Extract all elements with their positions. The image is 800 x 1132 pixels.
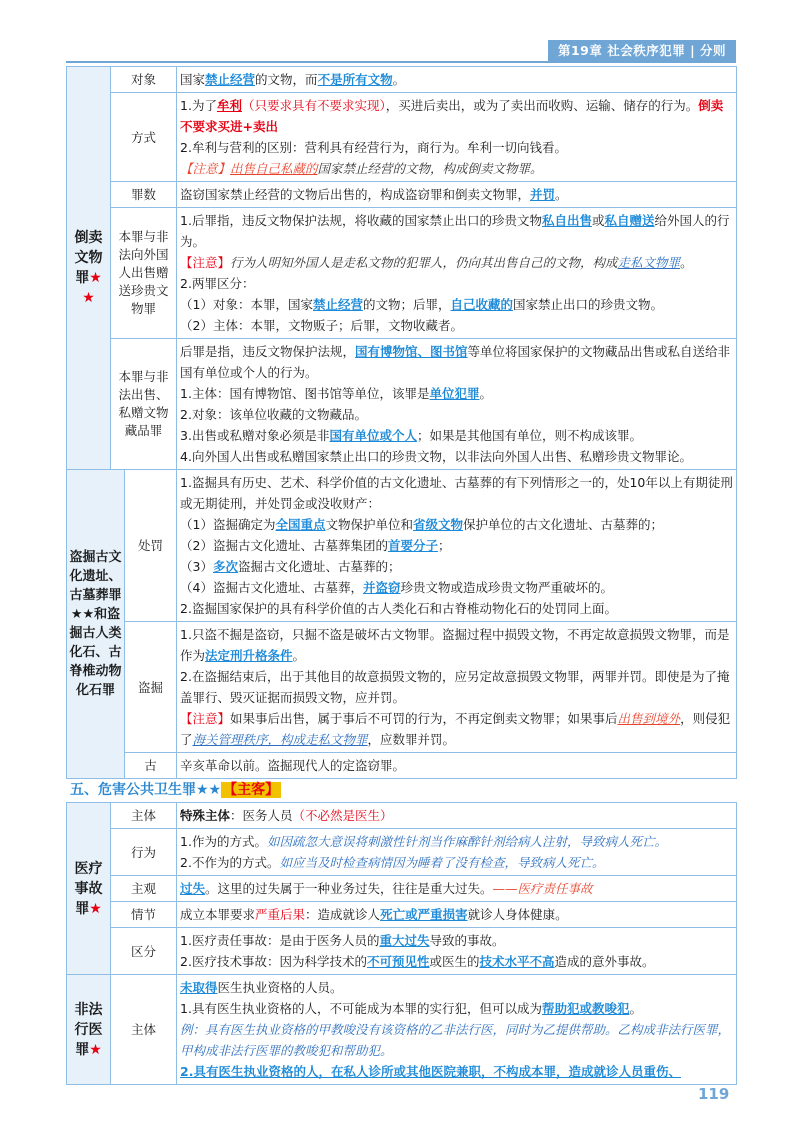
row-count: [67, 182, 737, 208]
method-content: 1.为了牟利（只要求具有不要求实现），买进后卖出，或为了卖出而收购、运输、储存的行为。倒卖不要求买进+卖出 2.牟利与营利的区别：营利具有经营行为，商行为。牟利一切向钱看。 【注意】出售自己私藏的国家禁止经营的文物，构成倒卖文物罪。: [177, 93, 737, 182]
label-unit-sale: 本罪与非法出售、私赠文物藏品罪: [111, 339, 177, 470]
row-illegal-practice: [67, 975, 737, 1085]
label-count: 罪数: [111, 182, 177, 208]
row-distinction: [67, 928, 737, 975]
label-mens-rea: 主观: [111, 876, 177, 902]
mens-rea-content: 过失。这里的过失属于一种业务过失，往往是重大过失。——医疗责任事故: [177, 876, 737, 902]
subject-content: 特殊主体：医务人员（不必然是医生）: [177, 803, 737, 829]
ancient-content: 辛亥革命以前。盗掘现代人的定盗窃罪。: [177, 753, 737, 779]
star-icon: ★: [89, 1041, 102, 1058]
exam-tag: 【主客】: [223, 782, 280, 798]
crime-illegal-practice: 非法行医罪★: [67, 975, 111, 1085]
label-method: 方式: [111, 93, 177, 182]
chapter-header: [548, 40, 736, 62]
crime-tomb-robbing: 盗掘古文化遗址、古墓葬罪★★和盗掘古人类化石、古脊椎动物化石罪: [67, 470, 125, 779]
row-mens-rea: [67, 876, 737, 902]
object-content: 国家禁止经营的文物，而不是所有文物。: [177, 67, 737, 93]
page-number: 119: [698, 1085, 730, 1103]
illegal-practice-content: 未取得医生执业资格的人员。 1.具有医生执业资格的人，不可能成为本罪的实行犯，但可以成为帮助犯或教唆犯。 例：具有医生执业资格的甲教唆没有该资格的乙非法行医，同时为乙提供帮助。乙构成非法行医罪，甲构成非法行医罪的教唆犯和帮助犯。 2.具有医生执业资格的人，在私人诊所或其他医院兼职，不构成本罪，造成就诊人员重伤、: [177, 975, 737, 1085]
label-object: 对象: [111, 67, 177, 93]
crime-medical-accident: 医疗事故罪★: [67, 803, 111, 975]
label-subject: 主体: [111, 803, 177, 829]
star-icon: ★: [89, 900, 102, 917]
label-digging: 盗掘: [125, 622, 177, 753]
row-ancient: [67, 753, 737, 779]
row-conduct: [67, 829, 737, 876]
label-ancient: 古: [125, 753, 177, 779]
distinction-content: 1.医疗责任事故：是由于医务人员的重大过失导致的事故。 2.医疗技术事故：因为科学技术的不可预见性或医生的技术水平不高造成的意外事故。: [177, 928, 737, 975]
private-sale-content: 1.后罪指，违反文物保护法规，将收藏的国家禁止出口的珍贵文物私自出售或私自赠送给外国人的行为。 【注意】行为人明知外国人是走私文物的犯罪人，仍向其出售自己的文物，构成走私文物罪。 2.两罪区分： （1）对象：本罪，国家禁止经营的文物；后罪，自己收藏的国家禁止出口的珍贵文物。 （2）主体：本罪，文物贩子；后罪，文物收藏者。: [177, 208, 737, 339]
row-circumstance: [67, 902, 737, 928]
unit-sale-content: 后罪是指，违反文物保护法规，国有博物馆、图书馆等单位将国家保护的文物藏品出售或私自送给非国有单位或个人的行为。 1.主体：国有博物馆、图书馆等单位，该罪是单位犯罪。 2.对象：该单位收藏的文物藏品。 3.出售或私赠对象必须是非国有单位或个人；如果是其他国有单位，则不构成该罪。 4.向外国人出售或私赠国家禁止出口的珍贵文物，以非法向外国人出售、私赠珍贵文物罪论。: [177, 339, 737, 470]
label-subject-2: 主体: [111, 975, 177, 1085]
row-subject: [67, 803, 737, 829]
section-heading: 五、危害公共卫生罪★★ 【主客】: [70, 782, 280, 798]
digging-content: 1.只盗不掘是盗窃，只掘不盗是破坏古文物罪。盗掘过程中损毁文物，不再定故意损毁文物罪，而是作为法定刑升格条件。 2.在盗掘结束后，出于其他目的故意损毁文物的，应另定故意损毁文物罪，两罪并罚。即使是为了掩盖罪行、毁灭证据而损毁文物，应并罚。 【注意】如果事后出售，属于事后不可罚的行为，不再定倒卖文物罪；如果事后出售到境外，则侵犯了海关管理秩序，构成走私文物罪，应数罪并罚。: [177, 622, 737, 753]
header-divider: [66, 61, 736, 63]
row-punishment: [67, 470, 737, 622]
label-punishment: 处罚: [125, 470, 177, 622]
star-icon: ★: [89, 270, 102, 286]
conduct-content: 1.作为的方式。如因疏忽大意误将刺激性针剂当作麻醉针剂给病人注射，导致病人死亡。 2.不作为的方式。如应当及时检查病情因为睡着了没有检查，导致病人死亡。: [177, 829, 737, 876]
label-distinction: 区分: [111, 928, 177, 975]
row-method: [67, 93, 737, 182]
row-unit-sale: [67, 339, 737, 470]
chapter-title: 第19章 社会秩序犯罪 | 分则: [557, 43, 727, 58]
row-object: [67, 67, 737, 93]
label-conduct: 行为: [111, 829, 177, 876]
punishment-content: 1.盗掘具有历史、艺术、科学价值的古文化遗址、古墓葬的有下列情形之一的，处10年以上有期徒刑或无期徒刑，并处罚金或没收财产： （1）盗掘确定为全国重点文物保护单位和省级文物保护单位的古文化遗址、古墓葬的； （2）盗掘古文化遗址、古墓葬集团的首要分子； （3）多次盗掘古文化遗址、古墓葬的； （4）盗掘古文化遗址、古墓葬，并盗窃珍贵文物或造成珍贵文物严重破坏的。 2.盗掘国家保护的具有科学价值的古人类化石和古脊椎动物化石的处罚同上面。: [177, 470, 737, 622]
label-circumstance: 情节: [111, 902, 177, 928]
count-content: 盗窃国家禁止经营的文物后出售的，构成盗窃罪和倒卖文物罪，并罚。: [177, 182, 737, 208]
label-private-sale: 本罪与非法向外国人出售赠送珍贵文物罪: [111, 208, 177, 339]
row-digging: [67, 622, 737, 753]
crime-reselling-relics: 倒卖文物罪★ ★: [67, 67, 111, 470]
circumstance-content: 成立本罪要求严重后果：造成就诊人死亡或严重损害就诊人身体健康。: [177, 902, 737, 928]
health-table: [66, 802, 737, 1085]
relics-table: [66, 66, 737, 779]
row-private-sale: [67, 208, 737, 339]
star-icon: ★: [82, 290, 95, 306]
